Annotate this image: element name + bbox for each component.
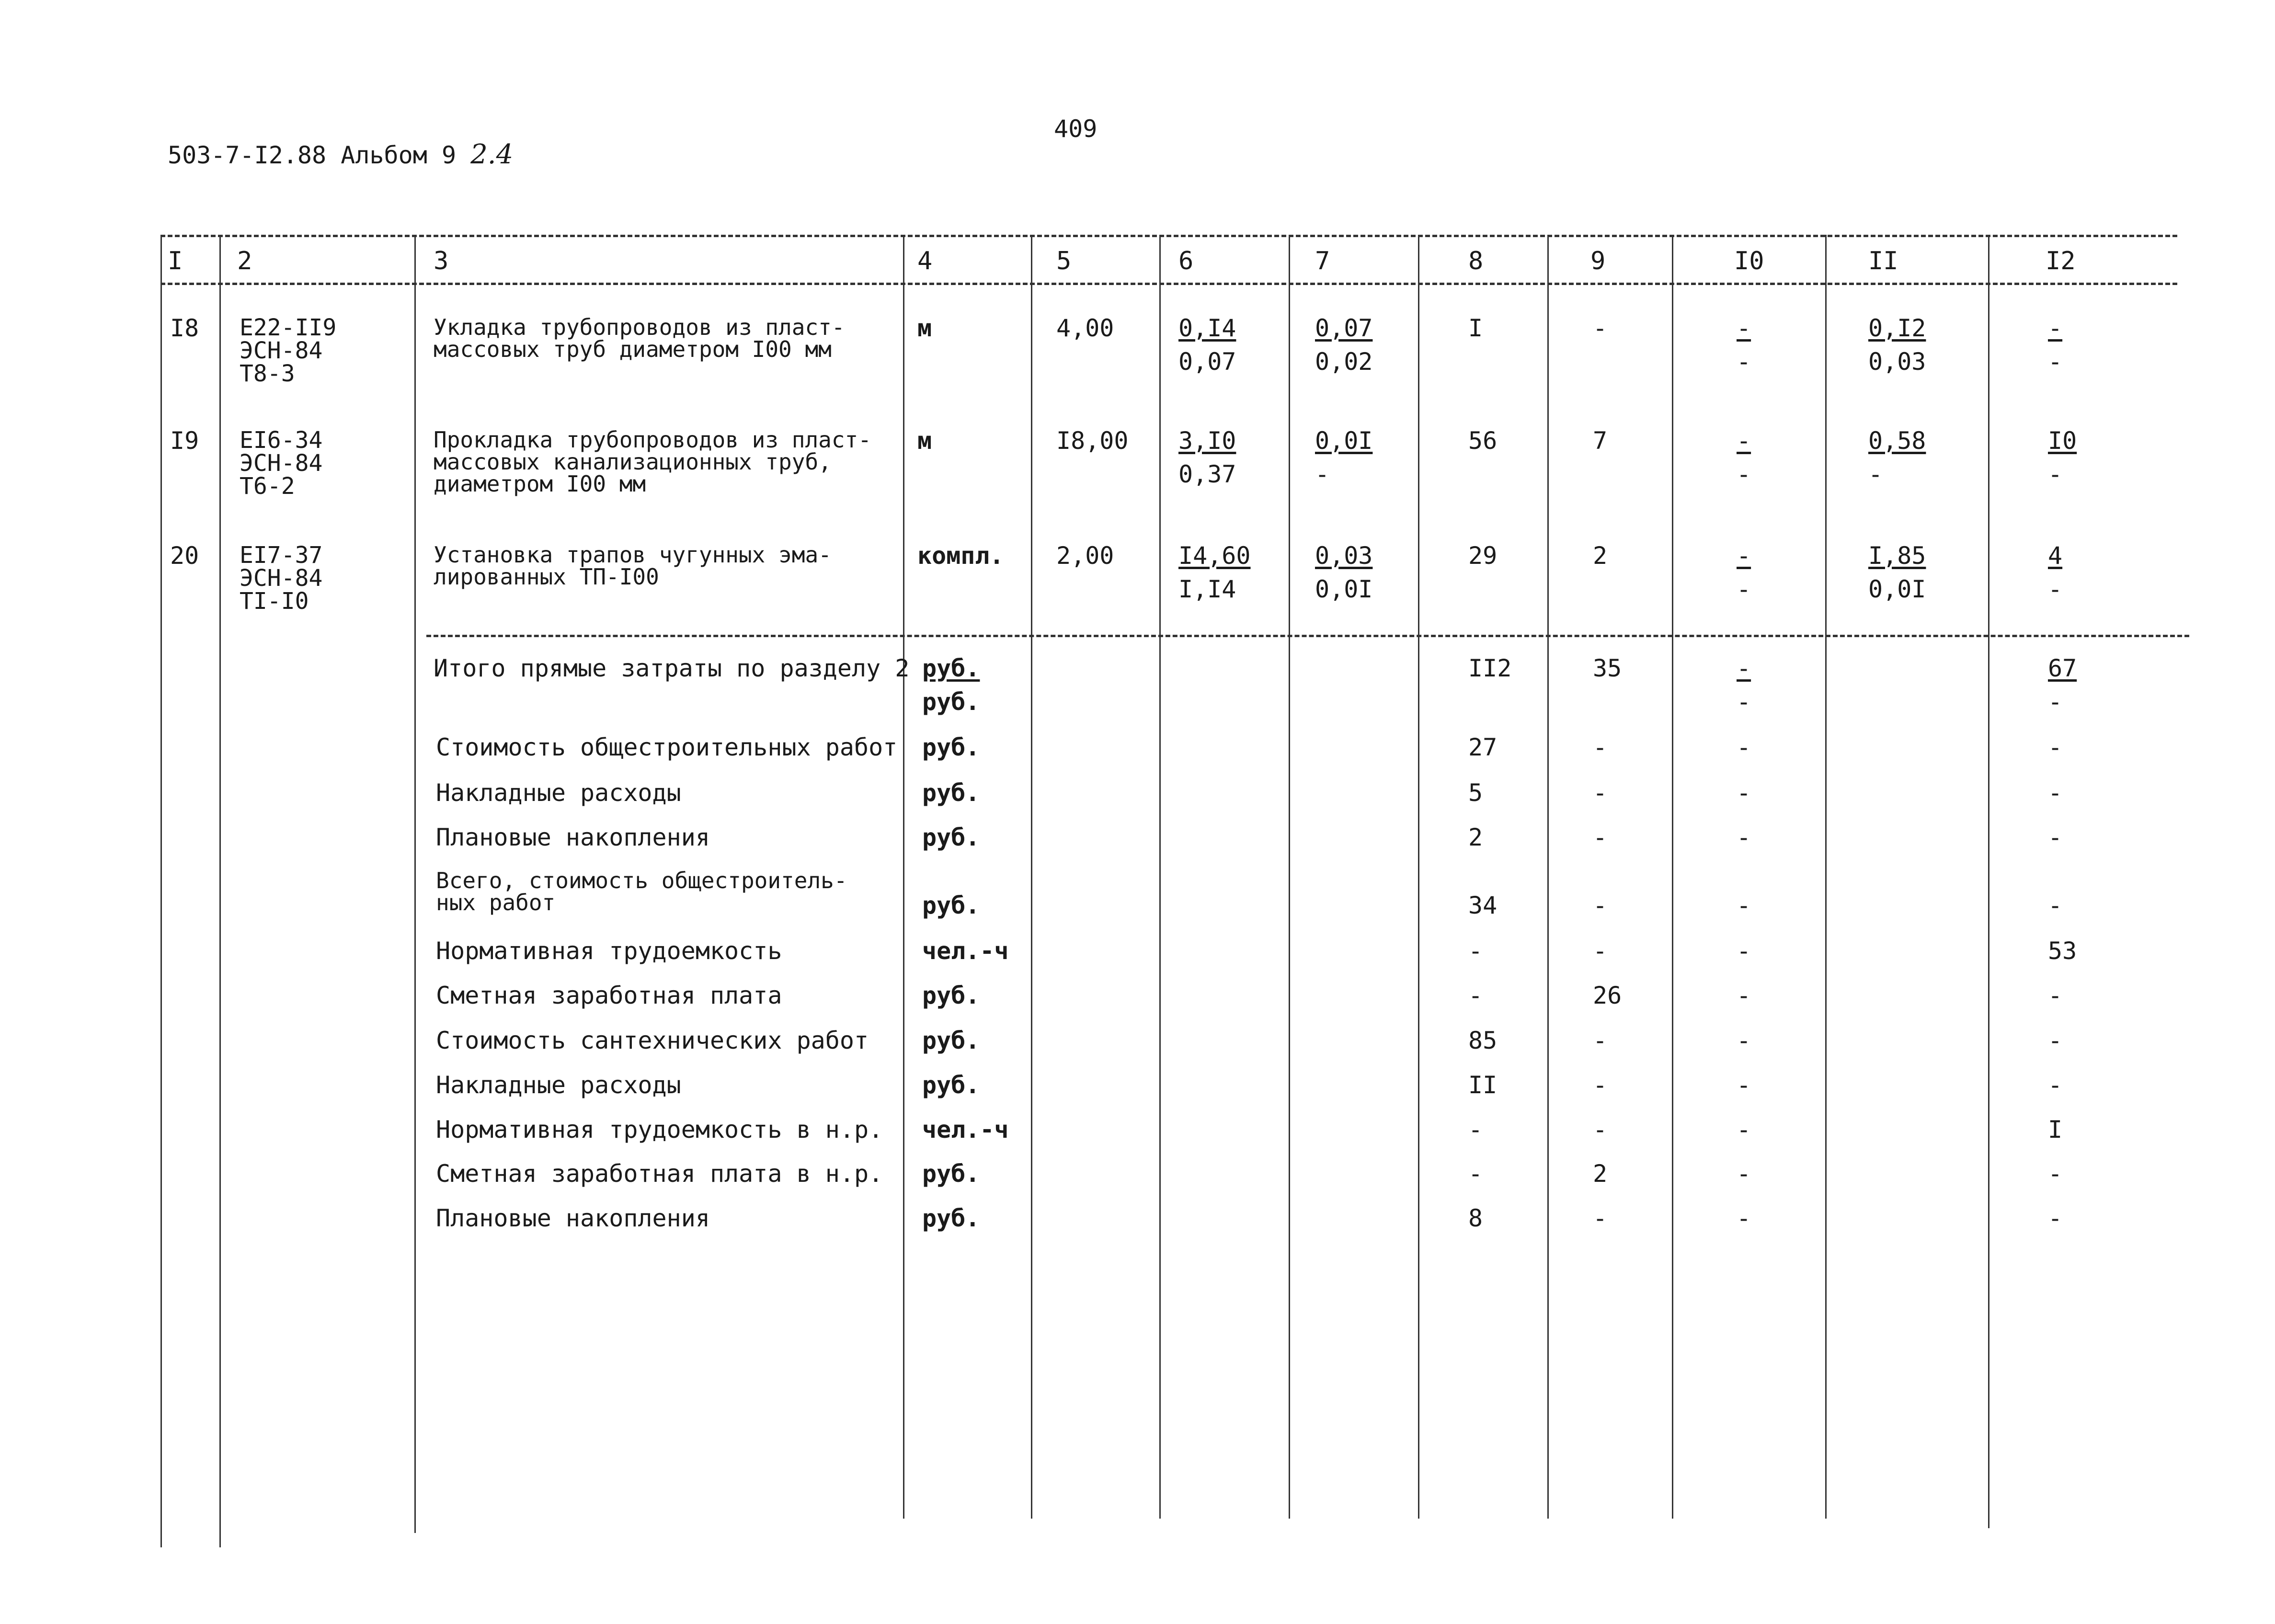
col6-bottom: I,I4 [1178,575,1236,603]
unit: чел.-ч [922,937,1009,965]
col9-value: 35 [1593,654,1622,682]
unit-bottom: руб. [922,688,980,716]
summary-label: Накладные расходы [436,779,681,807]
col11-bottom: 0,0I [1868,575,1926,603]
column-rule-7 [1289,235,1290,1519]
col-header-12: I2 [2046,247,2076,275]
col12-value: I [2048,1116,2063,1144]
col8-value: - [1468,1160,1483,1188]
col10-bottom: - [1737,575,1751,603]
col9-value: 26 [1593,982,1622,1009]
col6-top: 0,I4 [1178,314,1236,342]
col10-value: - [1737,1027,1751,1054]
col9-value: - [1593,1071,1608,1099]
col10-top: - [1737,542,1751,570]
norm-code: ЕI7-37 ЭСН-84 ТI-I0 [240,542,323,615]
col7-top: 0,0I [1315,427,1373,455]
col-header-9: 9 [1590,247,1606,275]
col9-value: - [1593,1204,1608,1232]
col7-bottom: - [1315,460,1330,488]
col12-value: 53 [2048,937,2077,965]
col9-value: - [1593,937,1608,965]
col8-value: 85 [1468,1027,1498,1054]
unit: руб. [922,1071,980,1099]
col10-value: - [1737,1204,1751,1232]
col9-value: - [1593,1116,1608,1144]
col10-value: - [1737,1116,1751,1144]
unit: руб. [922,823,980,851]
col7-top: 0,03 [1315,542,1373,570]
col9-value: 2 [1593,542,1608,570]
col-header-8: 8 [1468,247,1484,275]
col10-top: - [1737,654,1751,682]
col10-value: - [1737,823,1751,851]
unit: руб. [922,733,980,761]
album-title [168,139,513,170]
col-header-6: 6 [1178,247,1194,275]
col8-value: II [1468,1071,1498,1099]
col12-value: - [2048,779,2063,807]
col10-top: - [1737,314,1751,342]
row-number: I9 [170,427,199,455]
col12-value: - [2048,733,2063,761]
column-rule-1 [160,235,162,1547]
col9-value: 7 [1593,427,1608,455]
col9-value: - [1593,1027,1608,1054]
col10-value: - [1737,779,1751,807]
col12-bottom: - [2048,575,2063,603]
unit: компл. [917,542,1004,570]
col8-value: 29 [1468,542,1498,570]
col12-value: - [2048,1071,2063,1099]
col7-top: 0,07 [1315,314,1373,342]
col12-bottom: - [2048,688,2063,716]
col12-top: - [2048,314,2063,342]
column-rule-3 [414,235,416,1533]
header-top-dashed-rule [160,235,2177,237]
col8-value: 8 [1468,1204,1483,1232]
column-rule-4 [903,235,904,1519]
col-header-11: II [1868,247,1898,275]
unit: руб. [922,982,980,1009]
col11-bottom: 0,03 [1868,348,1926,376]
unit: м [917,427,932,455]
col10-value: - [1737,733,1751,761]
unit: руб. [922,1160,980,1188]
work-description: Прокладка трубопроводов из пласт- массовых канализационных труб, диаметром I00 мм [434,427,871,497]
summary-label: Итого прямые затраты по разделу 2 [434,654,910,682]
column-rule-10 [1672,235,1673,1519]
col11-top: 0,58 [1868,427,1926,455]
summary-label: Сметная заработная плата в н.р. [436,1160,883,1188]
norm-code: ЕI6-34 ЭСН-84 Т6-2 [240,427,323,500]
summary-label: Плановые накопления [436,1204,710,1232]
col12-top: I0 [2048,427,2077,455]
unit: руб. [922,1204,980,1232]
summary-label: Всего, стоимость общестроитель- ных работ [436,868,847,915]
summary-label: Стоимость сантехнических работ [436,1027,869,1054]
summary-label: Нормативная трудоемкость [436,937,782,965]
col-header-3: 3 [434,247,449,275]
col12-value: - [2048,1204,2063,1232]
col8-value: - [1468,1116,1483,1144]
summary-label: Стоимость общестроительных работ [436,733,898,761]
col10-value: - [1737,982,1751,1009]
col8-value: 27 [1468,733,1498,761]
col6-bottom: 0,07 [1178,348,1236,376]
col10-value: - [1737,1160,1751,1188]
summary-label: Нормативная трудоемкость в н.р. [436,1116,883,1144]
col-header-2: 2 [237,247,252,275]
row-number: 20 [170,542,199,570]
work-description: Установка трапов чугунных эма- лированных ТП-I00 [434,542,832,590]
unit-top: руб. [922,654,980,682]
col-header-5: 5 [1056,247,1072,275]
col8-value: - [1468,982,1483,1009]
unit: м [917,314,932,342]
quantity: 2,00 [1056,542,1114,570]
col9-value: - [1593,892,1608,919]
column-rule-12 [1988,235,1989,1528]
col-header-1: I [168,247,183,275]
col10-value: - [1737,892,1751,919]
unit: руб. [922,892,980,919]
summary-label: Накладные расходы [436,1071,681,1099]
col11-top: 0,I2 [1868,314,1926,342]
col12-value: - [2048,823,2063,851]
summary-separator-dashed-rule [426,635,2189,637]
col9-value: 2 [1593,1160,1608,1188]
column-rule-9 [1547,235,1549,1519]
header-bottom-dashed-rule [160,283,2177,285]
column-rule-6 [1159,235,1161,1519]
col10-bottom: - [1737,688,1751,716]
col-header-4: 4 [917,247,933,275]
col-header-7: 7 [1315,247,1330,275]
page-number: 409 [1054,115,1097,143]
col8-value: 34 [1468,892,1498,919]
col8-value: - [1468,937,1483,965]
col8-value: 56 [1468,427,1498,455]
col6-top: I4,60 [1178,542,1251,570]
album-title-text: 503-7-I2.88 Альбом 9 [168,141,457,169]
album-handwritten-note: 2.4 [470,139,514,170]
col8-value: 5 [1468,779,1483,807]
col12-value: - [2048,1160,2063,1188]
col12-bottom: - [2048,460,2063,488]
col7-bottom: 0,02 [1315,348,1373,376]
col12-value: - [2048,1027,2063,1054]
col9-value: - [1593,733,1608,761]
col10-bottom: - [1737,460,1751,488]
col10-value: - [1737,1071,1751,1099]
work-description: Укладка трубопроводов из пласт- массовых труб диаметром I00 мм [434,314,845,362]
col10-bottom: - [1737,348,1751,376]
col10-value: - [1737,937,1751,965]
row-number: I8 [170,314,199,342]
col12-bottom: - [2048,348,2063,376]
col6-bottom: 0,37 [1178,460,1236,488]
col9-value: - [1593,823,1608,851]
col8-value: I [1468,314,1483,342]
col-header-10: I0 [1734,247,1764,275]
summary-label: Плановые накопления [436,823,710,851]
col11-top: I,85 [1868,542,1926,570]
col10-top: - [1737,427,1751,455]
col9-value: - [1593,779,1608,807]
unit: руб. [922,779,980,807]
col11-bottom: - [1868,460,1883,488]
col12-value: - [2048,982,2063,1009]
unit: чел.-ч [922,1116,1009,1144]
col8-value: II2 [1468,654,1512,682]
quantity: 4,00 [1056,314,1114,342]
norm-code: Е22-II9 ЭСН-84 Т8-3 [240,314,337,387]
quantity: I8,00 [1056,427,1129,455]
col9-value: - [1593,314,1608,342]
col12-top: 4 [2048,542,2063,570]
column-rule-11 [1825,235,1827,1519]
col12-value: - [2048,892,2063,919]
col6-top: 3,I0 [1178,427,1236,455]
column-rule-2 [219,235,221,1547]
column-rule-8 [1418,235,1419,1519]
unit: руб. [922,1027,980,1054]
summary-label: Сметная заработная плата [436,982,782,1009]
col8-value: 2 [1468,823,1483,851]
column-rule-5 [1031,235,1032,1519]
col7-bottom: 0,0I [1315,575,1373,603]
col12-top: 67 [2048,654,2077,682]
